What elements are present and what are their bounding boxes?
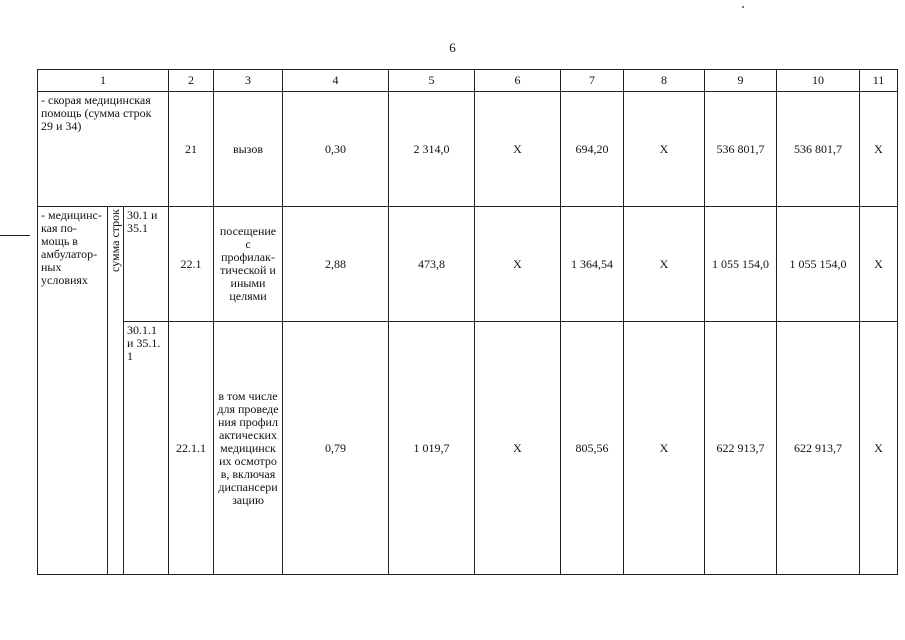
ambulance-col11: X — [860, 92, 898, 207]
prof-col10: 622 913,7 — [777, 322, 860, 575]
header-cell-4: 4 — [283, 70, 389, 92]
page-number: 6 — [449, 40, 456, 55]
visit-col4: 2,88 — [283, 207, 389, 322]
visit-col10: 1 055 154,0 — [777, 207, 860, 322]
ambulance-col7: 694,20 — [561, 92, 624, 207]
table-row-ambulance — [38, 92, 898, 207]
outpatient-label: - медицинс-кая по-мощь в амбулатор-ных условиях — [38, 207, 108, 575]
visit-col7: 1 364,54 — [561, 207, 624, 322]
visit-col8: X — [624, 207, 705, 322]
visit-col9: 1 055 154,0 — [705, 207, 777, 322]
ambulance-line-number: 21 — [169, 92, 214, 207]
prof-col11: X — [860, 322, 898, 575]
prof-col9: 622 913,7 — [705, 322, 777, 575]
margin-mark — [0, 235, 30, 236]
rows-sum-text: сумма строк — [108, 209, 122, 272]
tariff-table — [37, 69, 898, 575]
table-row-visit — [38, 207, 898, 322]
ambulance-unit: вызов — [214, 92, 283, 207]
scan-dot — [742, 6, 744, 8]
header-cell-5: 5 — [389, 70, 475, 92]
rows-sum-label — [108, 207, 124, 575]
header-cell-3: 3 — [214, 70, 283, 92]
header-row — [38, 70, 898, 92]
header-cell-10: 10 — [777, 70, 860, 92]
visit-ref-rows: 30.1 и 35.1 — [124, 207, 169, 322]
prof-unit: в том числе для проведения профилактических медицинских осмотров, включая диспансеризацию — [214, 322, 283, 575]
header-cell-6: 6 — [475, 70, 561, 92]
visit-line-number: 22.1 — [169, 207, 214, 322]
ambulance-col8: X — [624, 92, 705, 207]
table-row-prof — [38, 322, 898, 575]
ambulance-col10: 536 801,7 — [777, 92, 860, 207]
header-cell-9: 9 — [705, 70, 777, 92]
header-cell-11: 11 — [860, 70, 898, 92]
prof-col4: 0,79 — [283, 322, 389, 575]
header-cell-2: 2 — [169, 70, 214, 92]
header-cell-8: 8 — [624, 70, 705, 92]
prof-col5: 1 019,7 — [389, 322, 475, 575]
ambulance-col4: 0,30 — [283, 92, 389, 207]
visit-col6: X — [475, 207, 561, 322]
prof-col7: 805,56 — [561, 322, 624, 575]
prof-col6: X — [475, 322, 561, 575]
prof-col8: X — [624, 322, 705, 575]
ambulance-label: - скорая медицинская помощь (сумма строк 29 и 34) — [38, 92, 169, 207]
prof-ref-rows: 30.1.1 и 35.1.1 — [124, 322, 169, 575]
visit-col5: 473,8 — [389, 207, 475, 322]
ambulance-col5: 2 314,0 — [389, 92, 475, 207]
prof-line-number: 22.1.1 — [169, 322, 214, 575]
ambulance-col9: 536 801,7 — [705, 92, 777, 207]
header-cell-7: 7 — [561, 70, 624, 92]
visit-unit: посещение с профилак-тической и иными целями — [214, 207, 283, 322]
visit-col11: X — [860, 207, 898, 322]
header-cell-1: 1 — [38, 70, 169, 92]
ambulance-col6: X — [475, 92, 561, 207]
